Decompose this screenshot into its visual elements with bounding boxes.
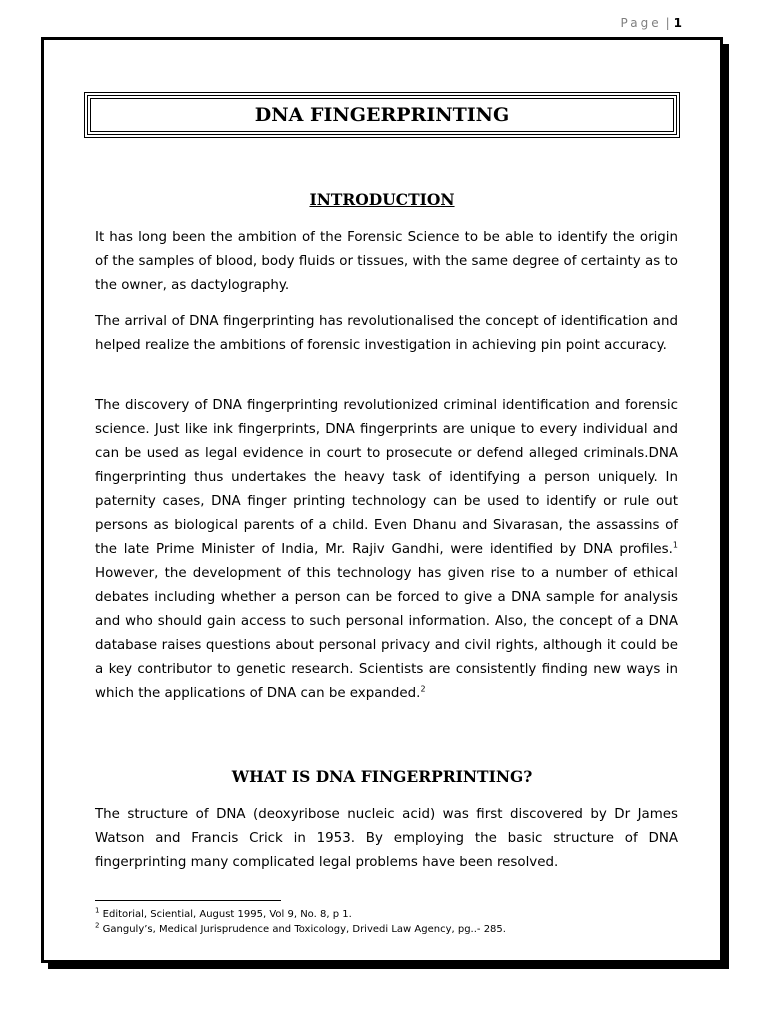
footnote-1 (95, 907, 678, 922)
page-separator: | (665, 16, 670, 30)
footnote-1-mark: 1 (95, 906, 100, 915)
paragraph-1: It has long been the ambition of the Forensic Science to be able to identify the origin of the samples of blood, body fluids or tissues, with the same degree of certainty as to the owner, as dactylography. (95, 230, 678, 293)
footnote-ref-2: 2 (420, 684, 426, 694)
footnote-2 (95, 922, 678, 937)
paragraph-4: The structure of DNA (deoxyribose nucleic acid) was first discovered by Dr James Watson and Francis Crick in 1953. By employing the basic structure of DNA fingerprinting many complicated legal problems have been resolved. (95, 807, 678, 870)
title-box (84, 92, 680, 138)
document-title: DNA FINGERPRINTING (254, 104, 510, 126)
page-label: Page (620, 16, 662, 30)
page-number-value: 1 (673, 16, 682, 30)
paragraph-2: The arrival of DNA fingerprinting has revolutionalised the concept of identification and helped realize the ambitions of forensic investigation in achieving pin point accuracy. (95, 314, 678, 353)
introduction-heading: INTRODUCTION (309, 190, 455, 209)
page-border (41, 37, 723, 963)
paragraph-3-part-2: However, the development of this technology has given rise to a number of ethical debates including whether a person can be forced to give a DNA sample for analysis and who should gain access to such personal information. Also, the concept of a DNA database raises questions about personal privacy and civil rights, although it could be a key contributor to genetic research. Scientists are consistently finding new ways in which the applications of DNA can be expanded. (95, 566, 678, 701)
footnotes (95, 907, 678, 937)
page-number (621, 16, 682, 30)
what-is-dna-heading: WHAT IS DNA FINGERPRINTING? (231, 767, 533, 786)
paragraph-3 (95, 394, 678, 706)
footnote-1-text: Editorial, Sciential, August 1995, Vol 9, No. 8, p 1. (99, 909, 352, 920)
paragraph-3-part-1: The discovery of DNA fingerprinting revolutionized criminal identification and forensic science. Just like ink fingerprints, DNA fingerprints are unique to every individual and can be used as legal evidence in court to prosecute or defend alleged criminals.DNA fingerprinting thus undertakes the heavy task of identifying a person uniquely. In paternity cases, DNA finger printing technology can be used to identify or rule out persons as biological parents of a child. Even Dhanu and Sivarasan, the assassins of the late Prime Minister of India, Mr. Rajiv Gandhi, were identified by DNA profiles. (95, 398, 678, 557)
footnote-separator (95, 900, 281, 901)
footnote-ref-1: 1 (672, 540, 678, 550)
footnote-2-mark: 2 (95, 921, 100, 930)
footnote-2-text: Ganguly’s, Medical Jurisprudence and Toxicology, Drivedi Law Agency, pg..- 285. (99, 924, 506, 935)
